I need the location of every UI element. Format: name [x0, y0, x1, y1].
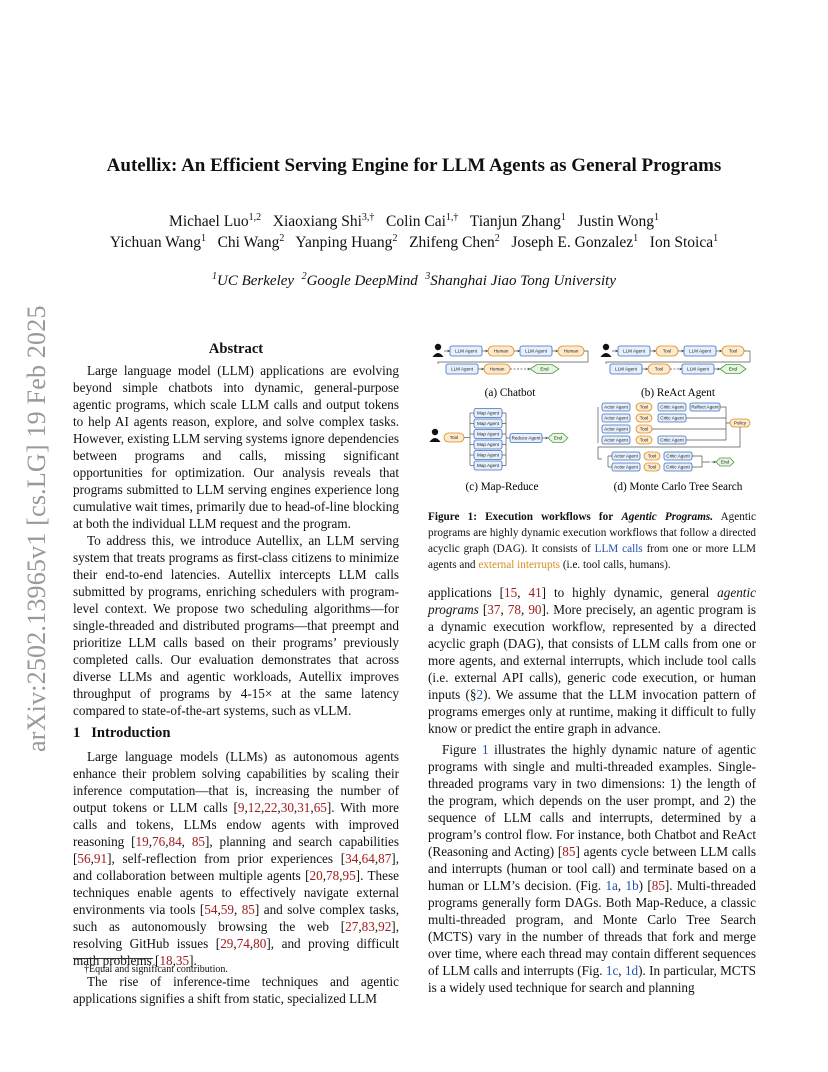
node-label: Actor Agent	[604, 404, 628, 410]
intro-heading: 1 Introduction	[73, 725, 171, 741]
author: Tianjun Zhang$^1$	[469, 212, 566, 231]
node-label: Actor Agent	[604, 426, 628, 432]
node-label: Critic Agent	[660, 437, 684, 443]
node-label: Actor Agent	[614, 464, 638, 470]
node-label: Actor Agent	[604, 437, 628, 443]
node-label: Map Agent	[477, 452, 499, 458]
node-label: End	[553, 435, 563, 441]
node-label: Tool	[647, 453, 657, 459]
author: Zhifeng Chen$^2$	[409, 233, 500, 252]
node-label: Critic Agent	[666, 464, 690, 470]
author: Yichuan Wang$^1$	[109, 233, 206, 252]
affiliations: $^1$UC Berkeley $^2$Google DeepMind $^3$Shanghai Jiao Tong University	[212, 271, 616, 289]
footnote-rule	[73, 958, 153, 959]
panel-chatbot-graph	[433, 344, 589, 374]
node-label: Human	[489, 366, 505, 372]
abstract-paragraph-1: Large language model (LLM) applications are evolving beyond simple chatbots into dynamic, general-purpose agentic programs, which scale LLM calls and output tokens to help AI agents reason, explore, and solve complex tasks. However, existing LLM serving systems ignore dependencies between programs and calls, missing significant opportunities for optimization. Our analysis reveals that programs submitted to LLM serving engines experience long cumulative wait times, primarily due to head-of-line blocking at both the individual LLM request and the program.	[73, 363, 399, 531]
node-label: Actor Agent	[604, 415, 628, 421]
node-label: Human	[493, 348, 509, 354]
figure-caption: Figure 1: Execution workflows for Agentic Programs. Agentic programs are highly dynamic execution workflows that follow a directed acyclic graph (DAG). It consists of LLM calls from one or more LLM agents and external interrupts (i.e. tool calls, humans).	[428, 511, 757, 571]
node-label: Critic Agent	[660, 404, 684, 410]
intro-paragraph-3: applications [15, 41] to highly dynamic, general agentic programs [37, 78, 90]. More precisely, an agentic program is a dynamic execution workflow, represented by a directed acyclic graph (DAG), that consists of LLM calls from one or more agents, and external interrupts, which include tool calls (i.e. external API calls), generic code execution, or human inputs (§2). We assume that the LLM invocation pattern of programs emerges only at runtime, making it difficult to fully know or predict the entire graph in advance.	[428, 585, 757, 736]
node-label: Reduce Agent	[511, 435, 541, 441]
abstract-paragraph-2: To address this, we introduce Autellix, an LLM serving system that treats programs as first-class citizens to minimize their end-to-end latencies. Autellix intercepts LLM calls submitted by programs, enriching schedulers with program-level context. We propose two scheduling algorithms—for single-threaded and distributed programs—that preempt and prioritize LLM calls based on their programs’ previously completed calls. Our evaluation demonstrates that across diverse LLMs and agentic workloads, Autellix improves throughput of programs by 4-15× at the same latency compared to state-of-the-art systems, such as vLLM.	[73, 533, 399, 718]
intro-paragraph-4: Figure 1 illustrates the highly dynamic nature of agentic programs with single and multi-threaded examples. Single-threaded programs vary in two dimensions: 1) the length of the program, which depends on the user prompt, and 2) the sequence of LLM calls and interrupts, determined by a program’s control flow. For instance, both Chatbot and ReAct (Reasoning and Acting) [85] agents cycle between LLM calls and interrupts (human or tool call) and terminate based on a human or LLM’s decision. (Fig. 1a, 1b) [85]. Multi-threaded programs generally form DAGs. Both Map-Reduce, a classic multi-threaded program, and Monte Carlo Tree Search (MCTS) vary in the number of threads that fork and merge over time, where each thread may contain different sequences of LLM calls and interrupts (Fig. 1c, 1d). In particular, MCTS is a widely used technique for search and planning	[428, 742, 756, 995]
author: Chi Wang$^2$	[217, 233, 285, 252]
authors-line-1	[0, 212, 828, 231]
left-column	[73, 341, 399, 1007]
intro-paragraph-2: The rise of inference-time techniques and agentic applications signifies a shift from static, specialized LLM	[73, 974, 399, 1006]
node-label: Map Agent	[477, 421, 499, 426]
node-label: End	[720, 459, 730, 465]
author: Michael Luo$^{1,2}$	[169, 212, 262, 231]
author: Xiaoxiang Shi$^{3,\dagger}$	[272, 212, 375, 231]
node-label: Map Agent	[477, 410, 499, 416]
node-label: Reflect Agent	[691, 404, 719, 410]
panel-mcts-graph	[598, 403, 750, 471]
panel-react-graph	[601, 344, 751, 374]
person-icon	[433, 344, 444, 357]
node-label: LLM Agent	[525, 348, 547, 354]
node-label: Map Agent	[477, 431, 499, 437]
paper-title: Autellix: An Efficient Serving Engine for LLM Agents as General Programs	[106, 155, 722, 176]
author: Ion Stoica$^1$	[649, 233, 719, 252]
right-column	[428, 584, 756, 996]
panel-a-label: (a) Chatbot	[484, 387, 536, 399]
node-label: Tool	[639, 426, 649, 432]
author: Yanping Huang$^2$	[295, 233, 398, 252]
node-label: Tool	[639, 404, 649, 410]
node-label: Tool	[647, 464, 657, 470]
panel-map-reduce-graph	[430, 409, 569, 471]
author: Joseph E. Gonzalez$^1$	[511, 233, 639, 252]
footnote: †Equal and significant contribution.	[84, 964, 228, 975]
node-label: Tool	[654, 366, 664, 372]
figure-1-diagram	[426, 335, 761, 505]
node-label: LLM Agent	[615, 366, 637, 372]
node-label: Tool	[662, 348, 672, 354]
panel-b-label: (b) ReAct Agent	[641, 387, 715, 399]
node-label: LLM Agent	[687, 366, 709, 372]
node-label: Policy	[733, 420, 747, 426]
node-label: LLM Agent	[451, 366, 473, 372]
node-label: Critic Agent	[660, 415, 684, 421]
authors-line-2	[0, 233, 828, 252]
author: Justin Wong$^1$	[577, 212, 659, 231]
abstract-heading: Abstract	[208, 341, 264, 357]
node-label: Tool	[639, 415, 649, 421]
person-icon	[430, 429, 441, 442]
node-label: Critic Agent	[666, 453, 690, 459]
node-label: Actor Agent	[614, 453, 638, 459]
arxiv-stamp: arXiv:2502.13965v1 [cs.LG] 19 Feb 2025	[22, 305, 51, 752]
person-icon	[601, 344, 612, 357]
node-label: Tool	[449, 435, 459, 440]
node-label: Tool	[728, 348, 738, 354]
node-label: LLM Agent	[689, 348, 711, 354]
panel-d-label: (d) Monte Carlo Tree Search	[613, 481, 743, 493]
author: Colin Cai$^{1,\dagger}$	[386, 212, 459, 231]
node-label: Tool	[639, 437, 649, 443]
node-label: LLM Agent	[623, 348, 645, 354]
node-label: End	[728, 366, 738, 372]
node-label: Map Agent	[477, 442, 499, 447]
panel-c-label: (c) Map-Reduce	[465, 481, 539, 493]
node-label: LLM Agent	[455, 348, 477, 354]
node-label: Map Agent	[477, 463, 499, 468]
node-label: Human	[563, 348, 579, 354]
node-label: End	[540, 366, 549, 372]
intro-paragraph-1: Large language models (LLMs) as autonomous agents enhance their problem solving capabilities by scaling their inference computation—that is, increasing the number of output tokens or LLM calls [9,12,22,30,31,65]. With more calls and tokens, LLMs endow agents with improved reasoning [19,76,84, 85], planning and search capabilities [56,91], self-reflection from prior experiences [34,64,87], and collaboration between multiple agents [20,78,95]. These techniques enable agents to effectively navigate external environments via tools [54,59, 85] and solve complex tasks, such as autonomously browsing the web [27,83,92], resolving GitHub issues [29,74,80], and proving difficult math problems [18,35].	[73, 749, 400, 968]
